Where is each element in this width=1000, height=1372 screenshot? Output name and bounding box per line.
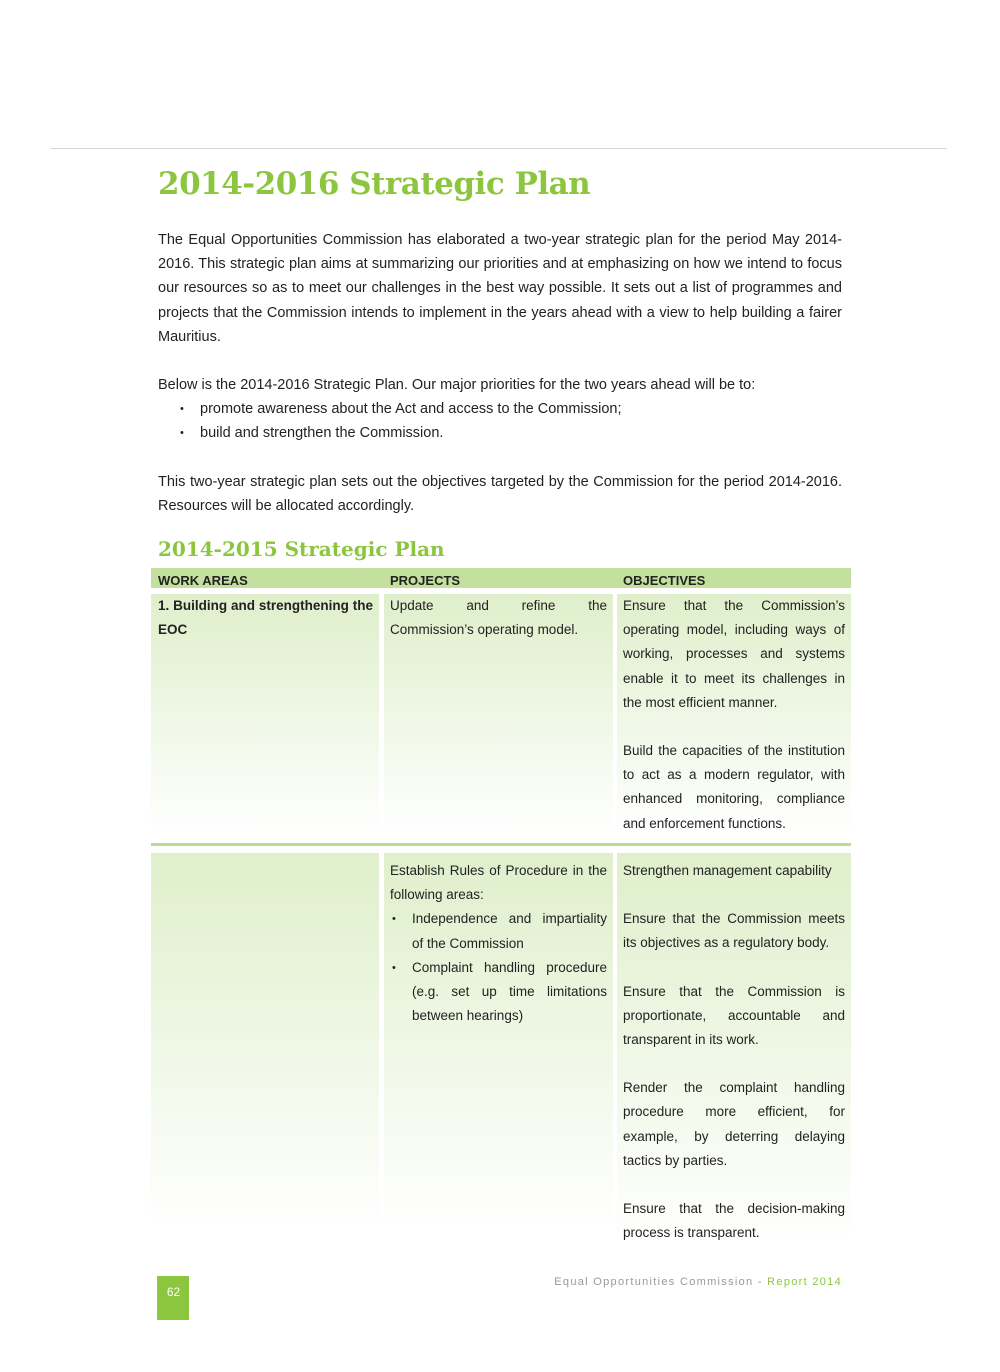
footer-text: [554, 1276, 842, 1288]
intro-paragraph: This two-year strategic plan sets out the objectives targeted by the Commission for the period 2014-2016. Resources will be allocated accordingly.: [158, 473, 842, 514]
project-cell: Update and refine the Commission’s operating model.: [384, 594, 613, 836]
table-row: [151, 594, 851, 836]
project-intro: Establish Rules of Procedure in the following areas:: [390, 863, 607, 903]
page-number: 62: [157, 1276, 189, 1320]
priority-item: • promote awareness about the Act and access to the Commission;: [200, 397, 842, 421]
table-header: [151, 568, 851, 588]
intro-paragraph: Below is the 2014-2016 Strategic Plan. Our major priorities for the two years ahead will be to:: [158, 377, 756, 394]
work-area-cell: [151, 853, 379, 1231]
header-rule: [50, 148, 947, 149]
objectives-cell: [617, 853, 851, 1243]
col-projects: PROJECTS: [390, 573, 461, 588]
objectives-cell: [617, 594, 851, 836]
objective: Ensure that the Commission is proportionate, accountable and transparent in its work.: [623, 983, 845, 1048]
objective: Render the complaint handling procedure more efficient, for example, by deterring delaying tactics by parties.: [623, 1080, 845, 1168]
page-title: 2014-2016 Strategic Plan: [158, 166, 591, 202]
row-separator: [151, 843, 851, 846]
priority-list: [158, 397, 842, 445]
objective: Ensure that the Commission’s operating model, including ways of working, processes and systems enable it to meet its challenges in the most efficient manner.: [623, 598, 845, 710]
project-cell: [384, 853, 613, 1231]
table-row: [151, 853, 851, 1243]
col-objectives: OBJECTIVES: [623, 573, 706, 588]
work-area-cell: 1. Building and strengthening the EOC: [151, 594, 379, 836]
objective: Ensure that the Commission meets its objectives as a regulatory body.: [623, 911, 845, 951]
project-bullet: • Complaint handling procedure (e.g. set up time limitations between hearings): [390, 956, 607, 1029]
section-title: 2014-2015 Strategic Plan: [158, 537, 445, 561]
objective: Strengthen management capability: [623, 863, 832, 878]
intro-paragraph: The Equal Opportunities Commission has elaborated a two-year strategic plan for the period May 2014-2016. This strategic plan aims at summarizing our priorities and at emphasizing on how we intend to focus our resources so as to meet our challenges in the best way possible. It sets out a list of programmes and projects that the Commission intends to implement in the years ahead with a view to help building a fairer Mauritius.: [158, 232, 842, 345]
footer-org: Equal Opportunities Commission -: [554, 1276, 768, 1288]
footer-report: Report 2014: [767, 1276, 842, 1288]
col-work-areas: WORK AREAS: [158, 573, 248, 588]
project-bullet: • Independence and impartiality of the Commission: [390, 907, 607, 955]
priority-item: • build and strengthen the Commission.: [200, 421, 842, 445]
intro-text: [158, 228, 842, 542]
objective: Ensure that the decision-making process is transparent.: [623, 1201, 845, 1241]
objective: Build the capacities of the institution to act as a modern regulator, with enhanced monitoring, compliance and enforcement functions.: [623, 743, 845, 831]
